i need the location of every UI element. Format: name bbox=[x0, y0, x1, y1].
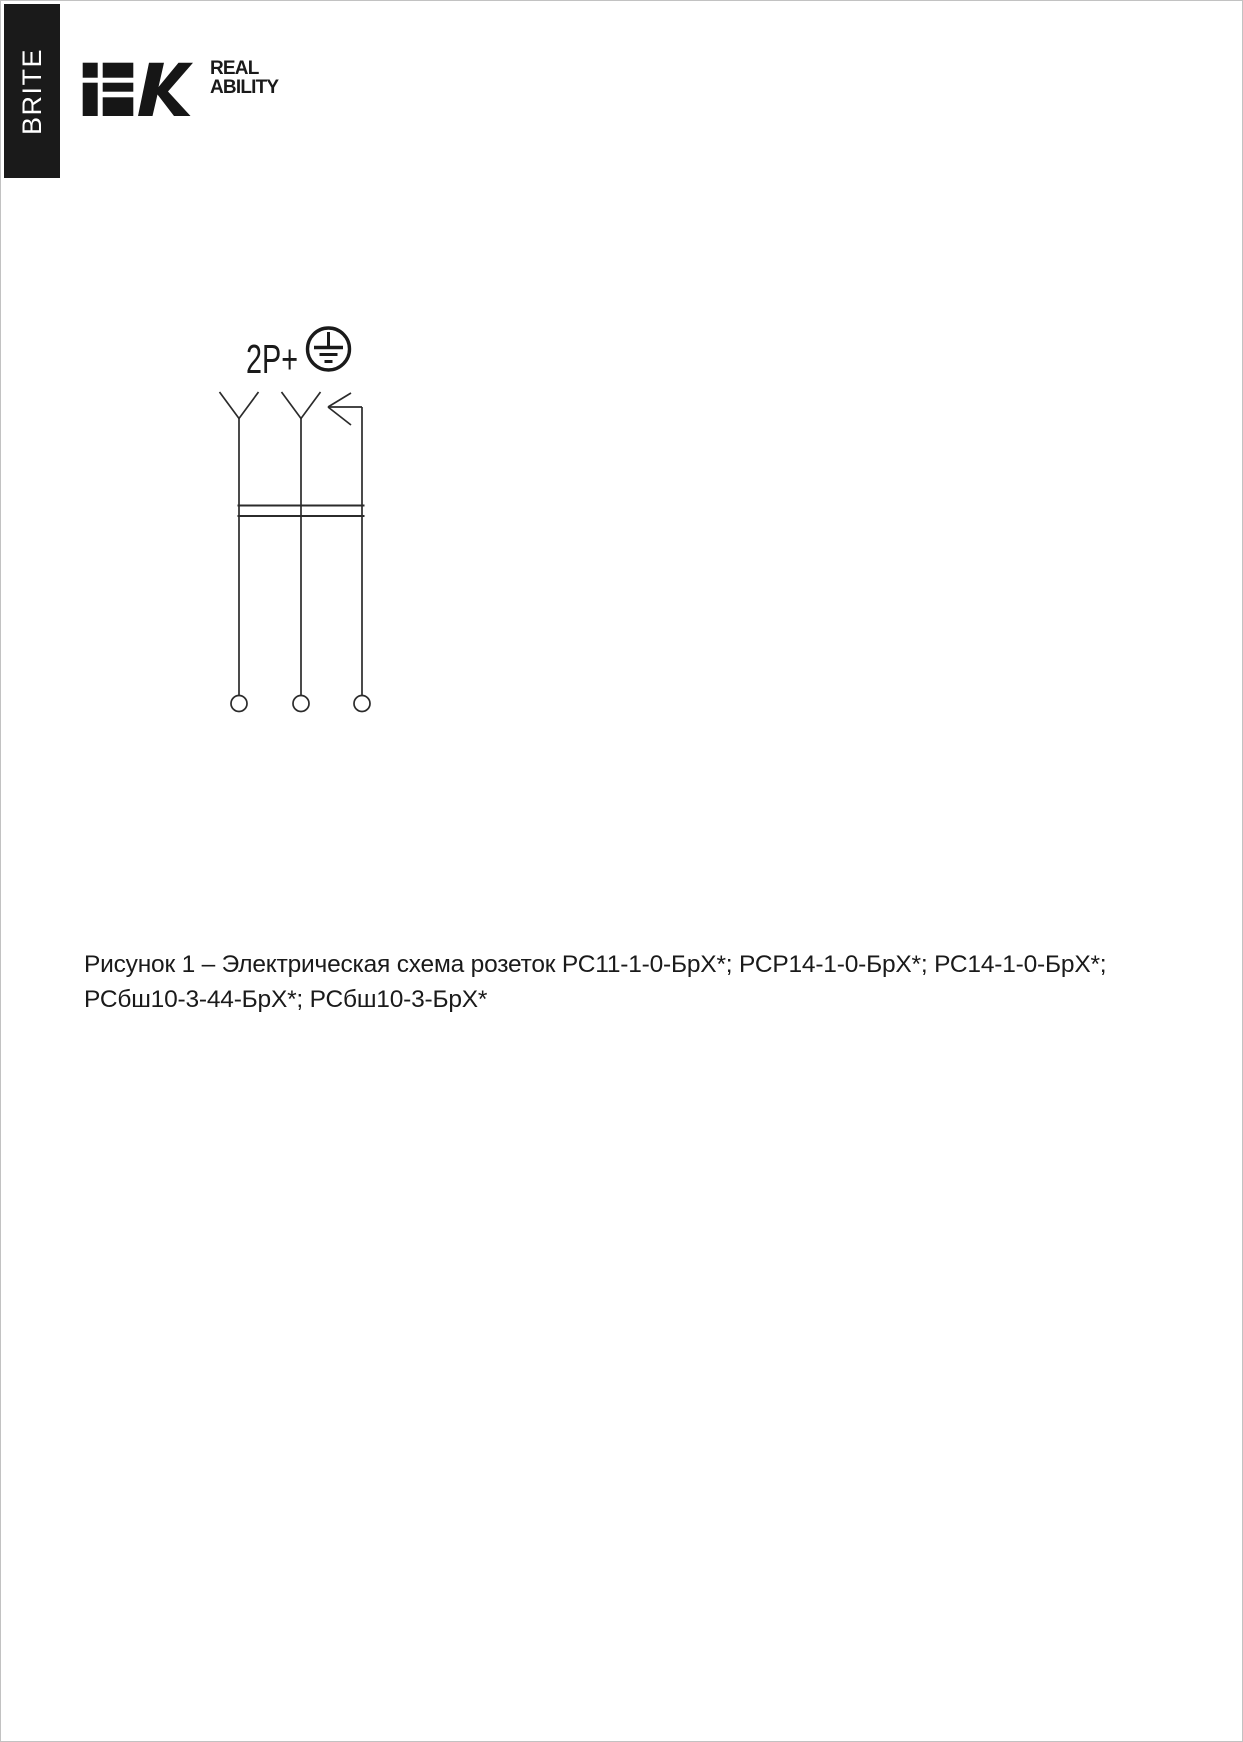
brite-side-tab bbox=[4, 4, 60, 178]
brite-label: BRITE bbox=[16, 47, 47, 135]
contact-fork-left bbox=[220, 392, 259, 419]
tagline-line-2: ABILITY bbox=[210, 76, 279, 98]
terminal-left bbox=[231, 696, 247, 712]
terminal-middle bbox=[293, 696, 309, 712]
wiring-diagram bbox=[181, 321, 411, 721]
contact-fork-middle bbox=[282, 392, 321, 419]
tagline-line-1: REAL bbox=[210, 58, 259, 79]
pole-count-label: 2P+ bbox=[246, 336, 298, 382]
protective-earth-icon bbox=[308, 328, 350, 370]
contact-arrow-earth bbox=[328, 393, 362, 425]
iek-logo-icon bbox=[81, 59, 197, 119]
brand-tagline bbox=[210, 60, 278, 97]
iek-logo-glyphs bbox=[83, 63, 193, 116]
figure-caption bbox=[84, 947, 1164, 1017]
caption-line-1: Рисунок 1 – Электрическая схема розеток РС11-1-0-БрХ*; РСР14-1-0-БрХ*; РС14-1-0-БрХ*; bbox=[84, 951, 1107, 978]
caption-line-2: РСбш10-3-44-БрХ*; РСбш10-3-БрХ* bbox=[84, 986, 488, 1014]
terminal-right bbox=[354, 696, 370, 712]
conductor-lines bbox=[220, 392, 371, 712]
